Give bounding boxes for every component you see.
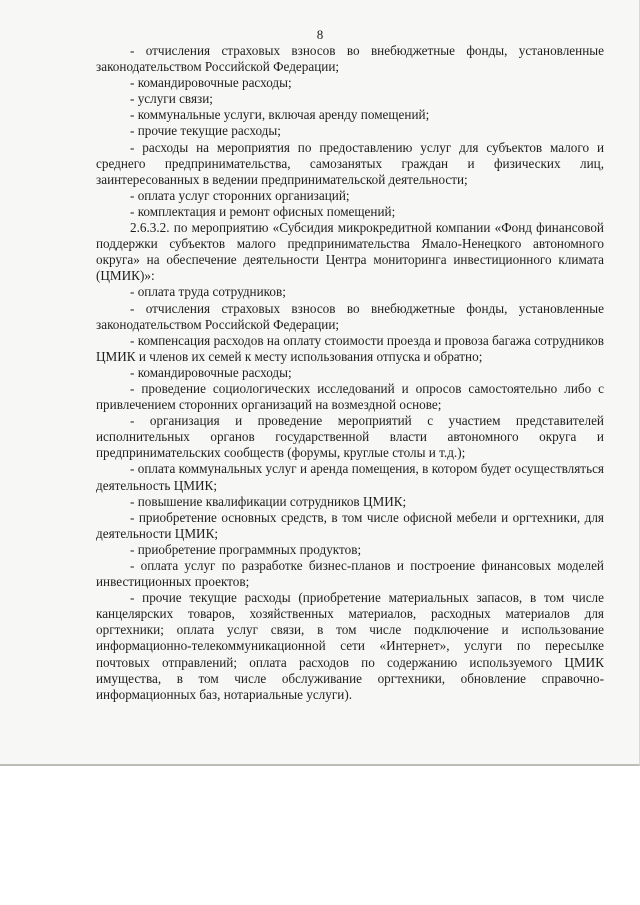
list-item: - отчисления страховых взносов во внебюджетные фонды, установленные законодательством Российской Федерации; bbox=[96, 43, 604, 75]
list-item: - расходы на мероприятия по предоставлению услуг для субъектов малого и среднего предпринимательства, самозанятых граждан и физических лиц, заинтересованных в ведении предпринимательской деятельности; bbox=[96, 139, 604, 187]
list-item: - повышение квалификации сотрудников ЦМИК; bbox=[130, 493, 407, 509]
list-item: - коммунальные услуги, включая аренду помещений; bbox=[130, 107, 430, 123]
list-item: - комплектация и ремонт офисных помещений; bbox=[130, 203, 396, 219]
list-item: - приобретение основных средств, в том числе офисной мебели и оргтехники, для деятельности ЦМИК; bbox=[96, 509, 604, 541]
list-item: - оплата услуг сторонних организаций; bbox=[130, 187, 350, 203]
document-body bbox=[96, 43, 604, 703]
section-paragraph: 2.6.3.2. по мероприятию «Субсидия микрокредитной компании «Фонд финансовой поддержки субъектов малого предпринимательства Ямало-Ненецкого автономного округа» на обеспечение деятельности Центра мониторинга инвестиционного климата (ЦМИК)»: bbox=[96, 220, 604, 284]
list-item: - оплата услуг по разработке бизнес-планов и построение финансовых моделей инвестиционных проектов; bbox=[96, 558, 604, 590]
list-item: - проведение социологических исследований и опросов самостоятельно либо с привлечением сторонних организаций на возмездной основе; bbox=[96, 380, 604, 413]
list-item: - оплата труда сотрудников; bbox=[130, 284, 286, 300]
list-item: - приобретение программных продуктов; bbox=[130, 541, 362, 557]
list-item: - командировочные расходы; bbox=[130, 364, 292, 380]
page-number: 8 bbox=[316, 27, 324, 42]
list-item: - услуги связи; bbox=[130, 91, 213, 107]
list-item: - отчисления страховых взносов во внебюджетные фонды, установленные законодательством Российской Федерации; bbox=[96, 300, 604, 332]
list-item: - компенсация расходов на оплату стоимости проезда и провоза багажа сотрудников ЦМИК и членов их семей к месту использования отпуска и обратно; bbox=[96, 332, 604, 364]
list-item: - прочие текущие расходы (приобретение материальных запасов, в том числе канцелярских товаров, хозяйственных материалов, расходных материалов для оргтехники; оплата услуг связи, в том числе подключение и использование информационно-телекоммуникационной сети «Интернет», услуги по пересылке почтовых отправлений; оплата расходов по содержанию используемого ЦМИК имущества, в том числе обслуживание оргтехники, обновление справочно-информационных баз, нотариальные услуги). bbox=[96, 590, 604, 702]
list-item: - оплата коммунальных услуг и аренда помещения, в котором будет осуществляться деятельность ЦМИК; bbox=[96, 461, 604, 493]
list-item: - организация и проведение мероприятий с участием представителей исполнительных органов государственной власти автономного округа и предпринимательских сообществ (форумы, круглые столы и т.д.); bbox=[96, 413, 604, 461]
list-item: - прочие текущие расходы; bbox=[130, 123, 281, 139]
list-item: - командировочные расходы; bbox=[130, 75, 292, 91]
